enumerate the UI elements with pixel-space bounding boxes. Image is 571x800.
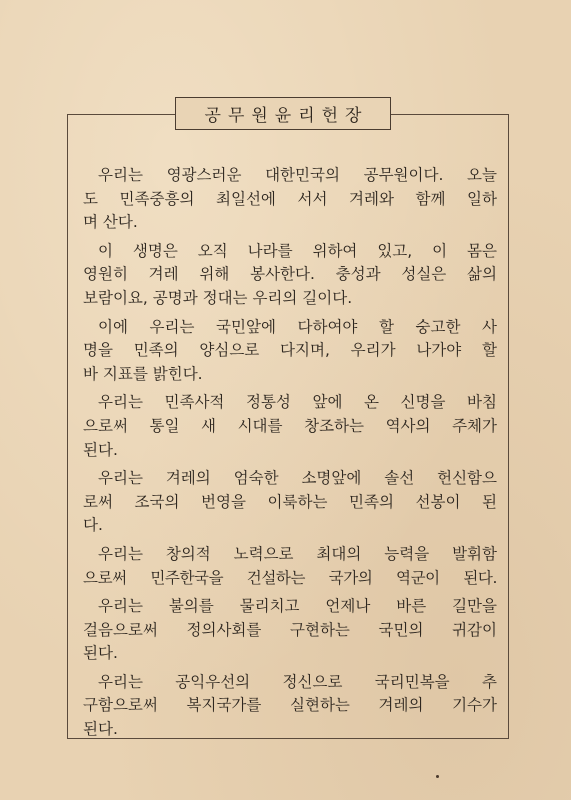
paragraph-6	[83, 543, 497, 590]
text-line: 걸음으로써 정의사회를 구현하는 국민의 귀감이	[83, 620, 497, 639]
text-line: 이에 우리는 국민앞에 다하여야 할 숭고한 사	[98, 317, 497, 336]
paragraph-5	[83, 467, 497, 538]
text-line: 우리는 영광스러운 대한민국의 공무원이다. 오늘	[98, 166, 497, 184]
text-line: 보람이요, 공명과 정대는 우리의 길이다.	[83, 288, 353, 307]
paragraph-2	[83, 240, 497, 311]
text-line: 으로써 민주한국을 건설하는 국가의 역군이 된다.	[83, 568, 497, 587]
text-line: 으로써 통일 새 시대를 창조하는 역사의 주체가	[83, 416, 497, 435]
text-line: 우리는 겨레의 엄숙한 소명앞에 솔선 헌신함으	[98, 469, 497, 488]
paragraph-7	[83, 595, 497, 666]
title-box	[175, 97, 391, 130]
text-line: 우리는 불의를 물리치고 언제나 바른 길만을	[98, 597, 497, 616]
text-line: 도 민족중흥의 최일선에 서서 겨레와 함께 일하	[83, 189, 497, 208]
paragraph-1	[83, 164, 497, 235]
page-title: 공무원윤리헌장	[204, 106, 369, 126]
text-line: 된다.	[83, 720, 118, 739]
text-line: 명을 민족의 양심으로 다지며, 우리가 나가야 할	[83, 341, 497, 360]
text-line: 구함으로써 복지국가를 실현하는 겨레의 기수가	[83, 696, 497, 715]
paragraph-4	[83, 391, 497, 462]
text-line: 며 산다.	[83, 213, 138, 232]
text-line: 우리는 창의적 노력으로 최대의 능력을 발휘함	[98, 544, 497, 563]
paragraph-8	[83, 671, 497, 742]
text-line: 우리는 공익우선의 정신으로 국리민복을 추	[98, 672, 497, 691]
text-line: 로써 조국의 번영을 이룩하는 민족의 선봉이 된	[83, 492, 497, 511]
text-line: 다.	[83, 516, 103, 535]
text-line: 바 지표를 밝힌다.	[83, 364, 203, 383]
text-line: 우리는 민족사적 정통성 앞에 온 신명을 바침	[98, 393, 497, 412]
charter-body	[83, 164, 497, 747]
text-line: 된다.	[83, 440, 118, 459]
paragraph-3	[83, 316, 497, 387]
paper-speck	[436, 775, 439, 778]
text-line: 된다.	[83, 644, 118, 663]
text-line: 이 생명은 오직 나라를 위하여 있고, 이 몸은	[98, 241, 497, 260]
text-line: 영원히 겨레 위해 봉사한다. 충성과 성실은 삶의	[83, 265, 497, 284]
